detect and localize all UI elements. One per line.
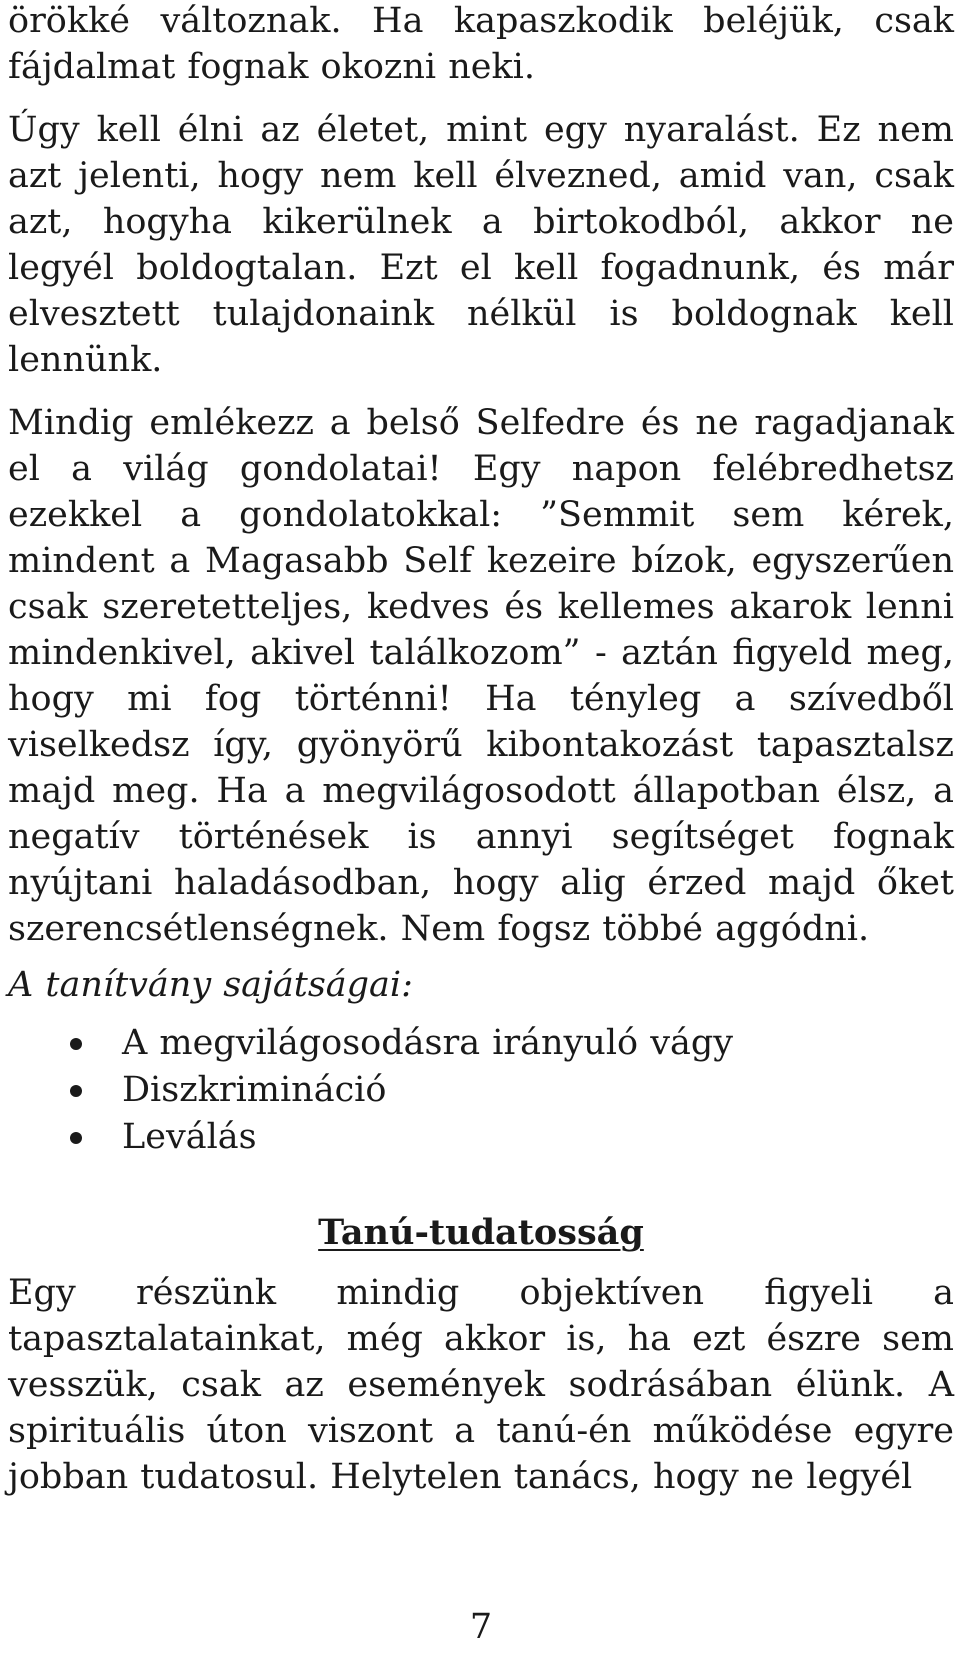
list-item — [8, 1114, 954, 1161]
list-item — [8, 1020, 954, 1067]
disciple-traits-heading: A tanítvány sajátságai: — [8, 965, 413, 1005]
list-item-label: A megvilágosodásra irányuló vágy — [122, 1023, 734, 1063]
paragraph-gap — [8, 383, 954, 400]
bullet-icon — [70, 1085, 82, 1097]
paragraph-2: Úgy kell élni az életet, mint egy nyaralást. Ez nem azt jelenti, hogy nem kell élvezned, amid van, csak azt, hogyha kikerülnek a birtokodból, akkor ne legyél boldogtalan. Ezt el kell fogadnunk, és már elvesztett tulajdonaink nélkül is boldognak kell lennünk. — [8, 110, 954, 380]
section-title: Tanú-tudatosság — [318, 1212, 644, 1253]
paragraph-1: örökké változnak. Ha kapaszkodik beléjük, csak fájdalmat fognak okozni neki. — [8, 1, 954, 87]
paragraph-3: Mindig emlékezz a belső Selfedre és ne ragadjanak el a világ gondolatai! Egy napon felébredhetsz ezekkel a gondolatokkal: ”Semmit sem kérek, mindent a Magasabb Self kezeire bízok, egyszerűen csak szeretetteljes, kedves és kellemes akarok lenni mindenkivel, akivel találkozom” - aztán figyeld meg, hogy mi fog történni! Ha tényleg a szívedből viselkedsz így, gyönyörű kibontakozást tapasztalsz majd meg. Ha a megvilágosodott állapotban élsz, a negatív történések is annyi segítséget fognak nyújtani haladásodban, hogy alig érzed majd őket szerencsétlenségnek. Nem fogsz többé aggódni. — [8, 403, 954, 949]
paragraph-gap — [8, 90, 954, 107]
bullet-icon — [70, 1038, 82, 1050]
list-item-label: Leválás — [122, 1117, 257, 1157]
list-item-label: Diszkrimináció — [122, 1070, 387, 1110]
page-number: 7 — [469, 1607, 493, 1647]
traits-list — [8, 1020, 954, 1161]
book-page — [8, 0, 954, 1670]
bullet-icon — [70, 1132, 82, 1144]
section-paragraph: Egy részünk mindig objektíven figyeli a tapasztalatainkat, még akkor is, ha ezt észre sem vesszük, csak az események sodrásában élünk. A spirituális úton viszont a tanú-én működése egyre jobban tudatosul. Helytelen tanács, hogy ne legyél — [8, 1273, 954, 1497]
list-item — [8, 1067, 954, 1114]
